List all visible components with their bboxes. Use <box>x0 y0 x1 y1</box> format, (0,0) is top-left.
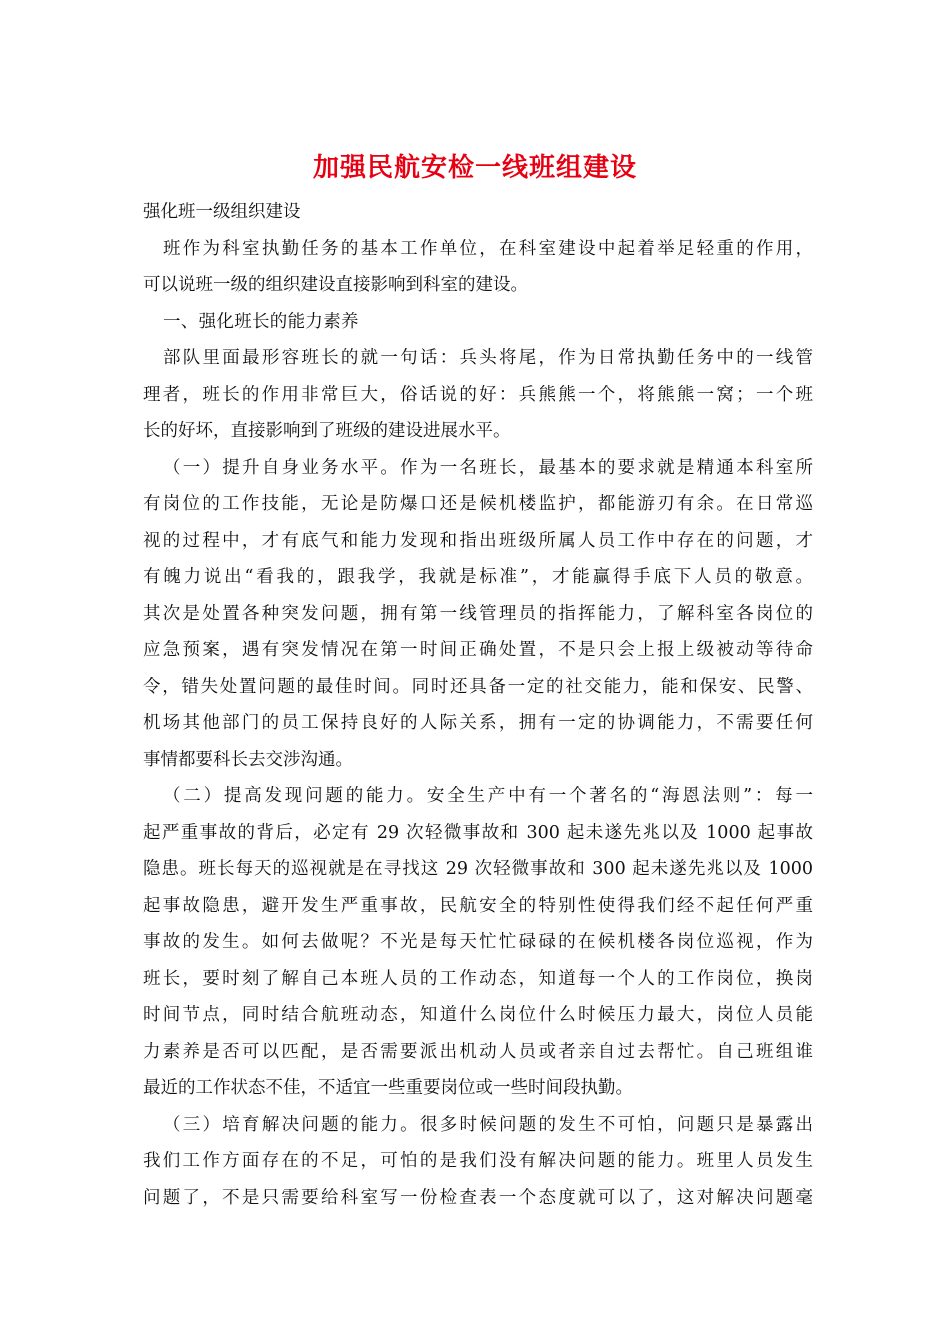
body-line: 有魄力说出“看我的，跟我学，我就是标准”，才能赢得手底下人员的敬意。 <box>143 567 813 587</box>
body-line: 时间节点，同时结合航班动态，知道什么岗位什么时候压力最大，岗位人员能 <box>143 1005 813 1025</box>
body-line: 令，错失处置问题的最佳时间。同时还具备一定的社交能力，能和保安、民警、 <box>143 676 813 697</box>
body-line: 有岗位的工作技能，无论是防爆口还是候机楼监护，都能游刃有余。在日常巡 <box>143 494 813 514</box>
body-line: 事故的发生。如何去做呢？不光是每天忙忙碌碌的在候机楼各岗位巡视，作为 <box>143 932 813 952</box>
body-line: 理者，班长的作用非常巨大，俗话说的好：兵熊熊一个，将熊熊一窝；一个班 <box>143 384 813 405</box>
body-line: 班作为科室执勤任务的基本工作单位，在科室建设中起着举足轻重的作用， <box>163 238 813 259</box>
body-line: （二）提高发现问题的能力。安全生产中有一个著名的“海恩法则”：每一 <box>163 786 813 806</box>
body-line: 其次是处置各种突发问题，拥有第一线管理员的指挥能力，了解科室各岗位的 <box>143 603 813 624</box>
body-line: （三）培育解决问题的能力。很多时候问题的发生不可怕，问题只是暴露出 <box>163 1114 813 1135</box>
document-body <box>143 194 813 1216</box>
body-line: 班长，要时刻了解自己本班人员的工作动态，知道每一个人的工作岗位，换岗 <box>143 968 813 989</box>
body-line: （一）提升自身业务水平。作为一名班长，最基本的要求就是精通本科室所 <box>163 457 813 478</box>
body-line: 起严重事故的背后，必定有 29 次轻微事故和 300 起未遂先兆以及 1000 起事故 <box>143 822 813 843</box>
body-line: 一、强化班长的能力素养 <box>163 311 359 332</box>
body-line: 视的过程中，才有底气和能力发现和指出班级所属人员工作中存在的问题，才 <box>143 530 813 551</box>
body-line: 应急预案，遇有突发情况在第一时间正确处置，不是只会上报上级被动等待命 <box>143 640 813 660</box>
body-line: 问题了，不是只需要给科室写一份检查表一个态度就可以了，这对解决问题毫 <box>143 1187 813 1208</box>
body-line: 力素养是否可以匹配，是否需要派出机动人员或者亲自过去帮忙。自己班组谁 <box>143 1041 813 1062</box>
body-line: 部队里面最形容班长的就一句话：兵头将尾，作为日常执勤任务中的一线管 <box>163 348 813 368</box>
body-line: 机场其他部门的员工保持良好的人际关系，拥有一定的协调能力，不需要任何 <box>143 713 813 733</box>
body-line: 强化班一级组织建设 <box>143 202 301 222</box>
body-line: 起事故隐患，避开发生严重事故，民航安全的特别性使得我们经不起任何严重 <box>143 895 813 916</box>
body-line: 事情都要科长去交涉沟通。 <box>143 749 353 770</box>
body-line: 隐患。班长每天的巡视就是在寻找这 29 次轻微事故和 300 起未遂先兆以及 1000 <box>143 859 813 879</box>
body-line: 长的好坏，直接影响到了班级的建设进展水平。 <box>143 421 511 441</box>
body-line: 可以说班一级的组织建设直接影响到科室的建设。 <box>143 275 528 295</box>
body-line: 最近的工作状态不佳，不适宜一些重要岗位或一些时间段执勤。 <box>143 1078 633 1098</box>
body-line: 我们工作方面存在的不足，可怕的是我们没有解决问题的能力。班里人员发生 <box>143 1151 813 1171</box>
document-title: 加强民航安检一线班组建设 <box>312 153 637 183</box>
